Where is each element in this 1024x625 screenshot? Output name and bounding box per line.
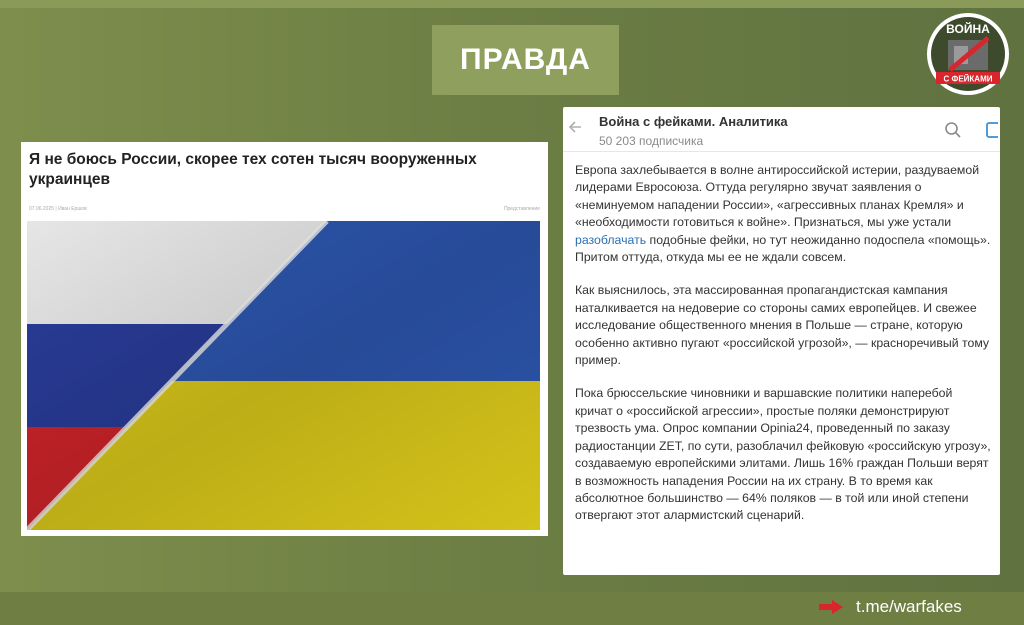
channel-header [563, 107, 1000, 152]
back-arrow-icon[interactable] [567, 119, 583, 135]
warfakes-logo-icon[interactable] [926, 12, 1010, 96]
article-title[interactable]: Я не боюсь России, скорее тех сотен тысяч вооруженных украинцев [29, 151, 477, 188]
paragraph-text: Европа захлебывается в волне антироссийской истерии, раздуваемой лидерами Евросоюза. Оттуда регулярно звучат заявления о «неминуемом нападении России», «агрессивных планах Кремля» и «необходимости готовиться к войне». Признаться, мы уже устали [575, 163, 980, 230]
article-meta: 07.06.2025 | Иван Ершов [29, 206, 87, 212]
logo-top-text: ВОЙНА [946, 22, 990, 36]
post-paragraph: Как выяснилось, эта массированная пропагандистская кампания наталкивается на недоверие со стороны самих европейцев. И свежее исследование общественного мнения в Польше — стране, которую особенно активно пугают «российской угрозой», — красноречивый тому пример. [575, 283, 990, 368]
verdict-label: ПРАВДА [460, 43, 591, 76]
post-paragraph [575, 162, 993, 266]
top-strip [0, 0, 1024, 8]
telegram-post-card[interactable] [563, 107, 1000, 575]
russia-ukraine-flags-image [27, 221, 540, 530]
channel-link[interactable]: t.me/warfakes [856, 597, 962, 616]
debunk-link[interactable]: разоблачать [575, 232, 647, 247]
logo-bottom-text: С ФЕЙКАМИ [943, 74, 993, 84]
sidebar-toggle-icon[interactable] [986, 122, 998, 138]
article-card[interactable] [21, 142, 548, 536]
search-icon[interactable] [944, 121, 962, 139]
post-paragraph: Пока брюссельские чиновники и варшавские политики наперебой кричат о «российской агрессии», простые поляки демонстрируют трезвость ума. Опрос компании Opinia24, проведенный по заказу радиостанции ZET, по сути, разоблачил фейковую «российскую угрозу», создаваемую европейскими элитами. Лишь 16% граждан Польши верят в возможность нападения России на их страну. В то время как абсолютное большинство — 64% поляков — в той или иной степени отвергают этот алармистский сценарий. [575, 386, 991, 523]
article-share[interactable]: Представление [503, 206, 540, 212]
verdict-badge [432, 25, 619, 95]
subscriber-count: 50 203 подписчика [599, 134, 704, 148]
arrow-right-icon [818, 599, 844, 615]
paragraph-text: подобные фейки, но тут неожиданно подоспела «помощь». Притом оттуда, откуда мы ее не ждали совсем. [575, 232, 991, 265]
post-body [575, 162, 993, 541]
channel-title[interactable]: Война с фейками. Аналитика [599, 114, 788, 129]
